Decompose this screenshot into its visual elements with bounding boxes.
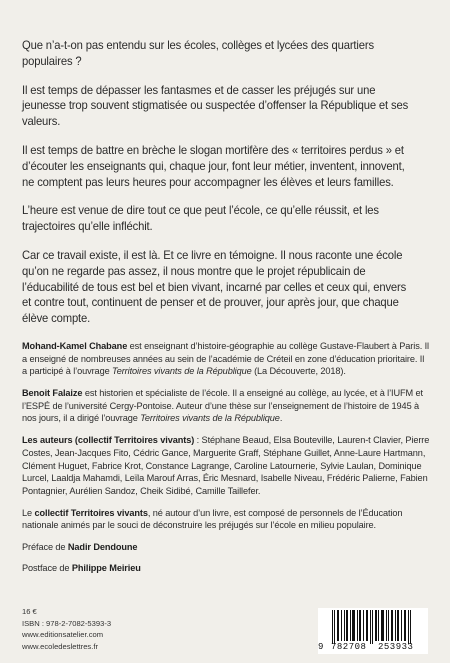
bio-text: . [279, 413, 283, 424]
book-title: Territoires vivants de la République [112, 366, 252, 377]
collective-text: , né autour d’un livre, est composé de personnels de l’Éducation nationale animés par le souci de déconstruire les préjugés sur l’école en milieu populaire. [22, 507, 403, 531]
barcode-digit-first: 9 [318, 642, 324, 652]
postface-credit [22, 562, 430, 575]
authors-list [22, 434, 430, 498]
price: 16 € [22, 607, 37, 616]
blurb-paragraph: Car ce travail existe, il est là. Et ce livre en témoigne. Il nous raconte une école qu’on ne regarde pas assez, il nous montre que le projet républicain de l’éducabilité de tous est bel et bien vivant, incarné par celles et ceux qui, envers et contre tout, continuent de penser et de prouver, jour après jour, que chaque élève compte. [22, 248, 407, 326]
isbn-barcode [318, 608, 428, 654]
authors-label: Les auteurs (collectif Territoires vivants) [22, 435, 195, 446]
author-name: Mohand-Kamel Chabane [22, 340, 128, 351]
collective-name: collectif Territoires vivants [34, 507, 148, 518]
author-name: Benoit Falaize [22, 388, 83, 399]
book-title: Territoires vivants de la République [140, 413, 280, 424]
collective-description [22, 507, 430, 532]
back-cover [22, 38, 430, 583]
blurb-paragraph: Il est temps de dépasser les fantasmes et de casser les préjugés sur une jeunesse trop souvent stigmatisée ou suspectée d’offenser la République et ses valeurs. [22, 83, 409, 129]
biographies [22, 340, 430, 575]
barcode-digits-right: 253933 [378, 642, 414, 652]
bio-text: (La Découverte, 2018). [251, 366, 346, 377]
blurb [22, 38, 430, 327]
authors-names: : Stéphane Beaud, Elsa Bouteville, Lauren-t Clavier, Pierre Costes, Jean-Jacques Fito, Cédric Gance, Marguerite Graff, Stéphane Guillet, Anne-Laure Hartmann, Clément Huguet, Fabrice Krot, Constance Lagrange, Caroline Latournerie, Sylvie Laulan, Dominique Lurcel, Laaldja Mahamdi, Leïla Marouf Arras, Éric Mesnard, Isabelle Niveau, Frédéric Palierne, Fabien Pontagnier, Aurélien Sandoz, Cheik Sidibé, Camille Taillefer. [22, 435, 430, 496]
publisher-website: www.editionsatelier.com [22, 630, 104, 639]
preface-credit [22, 541, 430, 554]
preface-label: Préface de [22, 542, 68, 553]
barcode-bars [324, 610, 422, 644]
bio-text: est historien et spécialiste de l’école. Il a enseigné au collège, au lycée, et à l’IUFM et l’ESPÉ de l’université Cergy-Pontoise. Auteur d’une thèse sur l’enseignement de l’histoire de 1945 à nos jours, il a dirigé l’ouvrage [22, 388, 424, 424]
publisher-footer [22, 606, 111, 652]
bio-text: est enseignant d’histoire-géographie au collège Gustave-Flaubert à Paris. Il a enseigné de nombreuses années au sein de l’académie de Créteil en zone d’éducation prioritaire. Il a participé à l’ouvrage [22, 340, 429, 377]
publisher-website: www.ecoledeslettres.fr [22, 641, 98, 651]
postface-label: Postface de [22, 562, 72, 573]
collective-prefix: Le [22, 507, 35, 518]
isbn: ISBN : 978-2-7082-5393-3 [22, 618, 112, 628]
bio-chabane [22, 340, 430, 378]
bio-falaize [22, 387, 430, 425]
blurb-paragraph: L’heure est venue de dire tout ce que peut l’école, ce qu’elle réussit, et les trajectoires qu’elle infléchit. [22, 204, 379, 234]
postface-name: Philippe Meirieu [71, 562, 141, 573]
blurb-paragraph: Il est temps de battre en brèche le slogan mortifère des « territoires perdus » et d’écouter les enseignants qui, chaque jour, font leur métier, inventent, innovent, ne comptent pas leurs heures pour accompagner les élèves et leurs familles. [22, 143, 405, 189]
blurb-paragraph: Que n’a-t-on pas entendu sur les écoles, collèges et lycées des quartiers populaires ? [22, 39, 374, 68]
barcode-digits-left: 782708 [331, 642, 367, 652]
preface-name: Nadir Dendoune [67, 542, 138, 553]
